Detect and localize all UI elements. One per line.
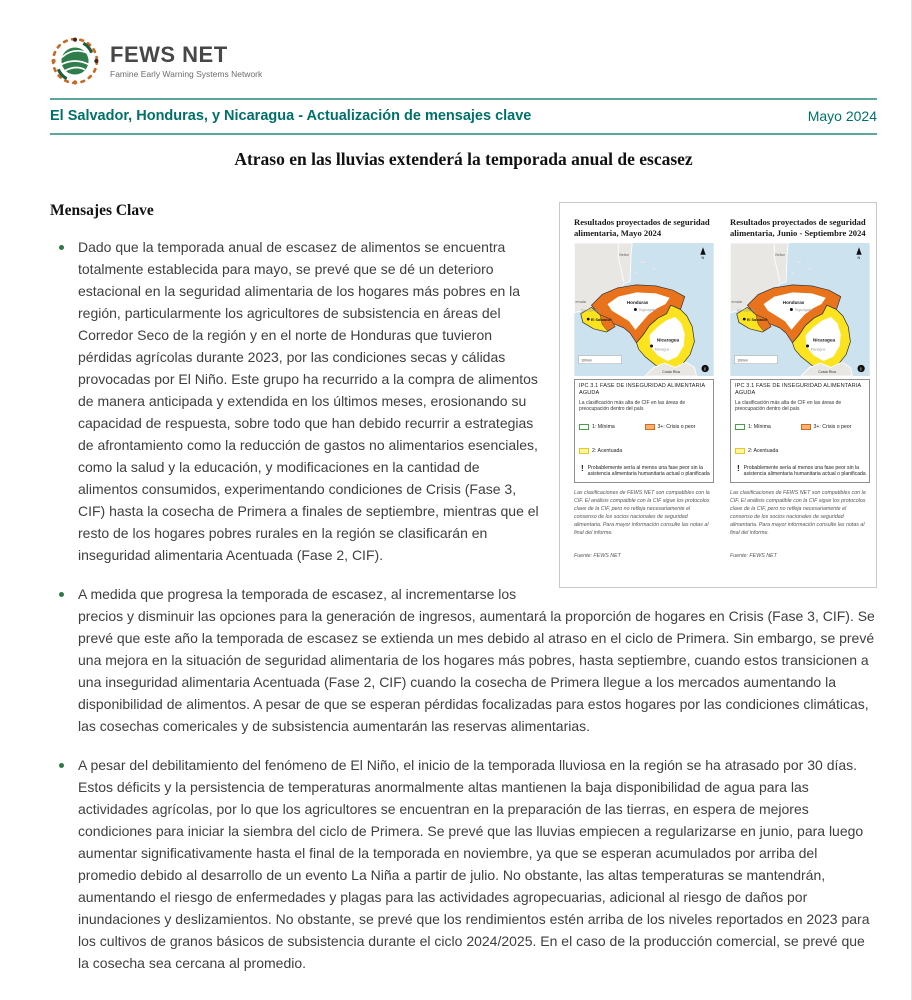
map-label-costa-rica: Costa Rica xyxy=(818,369,836,374)
fews-net-logo xyxy=(50,36,877,86)
map-title-mayo: Resultados proyectados de seguridad alimentaria, Mayo 2024 xyxy=(574,217,710,238)
logo-tagline: Famine Early Warning Systems Network xyxy=(110,68,263,79)
section-heading: Mensajes Clave xyxy=(50,202,154,219)
report-header-bar xyxy=(50,98,877,135)
page-title: Atraso en las lluvias extenderá la temporada anual de escasez xyxy=(234,149,693,169)
legend-label-crisis: 3+: Crisis o peor xyxy=(657,423,696,430)
fews-net-globe-icon xyxy=(50,36,100,86)
map-label-honduras: Honduras xyxy=(782,300,805,306)
map-label-honduras: Honduras xyxy=(626,300,649,306)
map-label-el-salvador: El Salvador xyxy=(746,317,768,322)
legend-heading: IPC 3.1 FASE DE INSEGURIDAD ALIMENTARIA AGUDA xyxy=(579,383,705,397)
legend-bang-note: Probablemente sería al menos una fase peor sin la asistencia alimentaria humanitaria actual o planificada xyxy=(587,464,710,478)
legend-label-stressed: 2: Acentuada xyxy=(592,447,623,454)
map-label-tegucigalpa: Tegucigalpa xyxy=(638,308,658,313)
legend-label-crisis: 3+: Crisis o peor xyxy=(813,423,852,430)
map-source: Fuente: FEWS NET xyxy=(574,552,621,559)
legend-label-minimal: 1: Mínima xyxy=(748,423,771,430)
map-label-managua: Managua xyxy=(810,347,826,352)
map-footnote: Las clasificaciones de FEWS NET son compatibles con la CIF. El análisis compatible con la CIF sigue los protocolos clave de la CIF, pero no refleja necesariamente el consenso de los socios nacionales de seguridad alimentaria. Para mayor información consulte las notas al final del informe. xyxy=(574,490,710,536)
map-label-costa-rica: Costa Rica xyxy=(662,369,680,374)
scale-bar-label: 100 km xyxy=(737,358,748,363)
map-label-nicaragua: Nicaragua xyxy=(656,337,680,343)
map-source: Fuente: FEWS NET xyxy=(730,552,777,559)
map-label-san-salvador: San Salvador xyxy=(736,308,757,313)
key-message-3: A pesar del debilitamiento del fenómeno de El Niño, el inicio de la temporada lluviosa en la región se ha atrasado por 30 días. Estos déficits y la persistencia de temperaturas anormalmente altas mantienen la baja disponibilidad de agua para las actividades agrícolas, por lo que los agricultores se encuentran en la preparación de las tierras, en espera de mejores condiciones para iniciar la siembra del ciclo de Primera. Se prevé que las lluvias empiecen a regularizarse en junio, para luego aumentar significativamente hasta el final de la temporada en noviembre, ya que se esperan acumulados por arriba del promedio debido al desarrollo de un evento La Niña a partir de julio. No obstante, las altas temperaturas se mantendrán, aumentando el riesgo de enfermedades y plagas para las actividades agropecuarias, adicional al riesgo de daños por inundaciones y deslizamientos. No obstante, se prevé que los rendimientos estén arriba de los niveles reportados en 2023 para los cultivos de granos básicos de subsistencia durante el ciclo 2024/2025. En el caso de la producción comercial, se prevé que la cosecha sea cercana al promedio. xyxy=(50,754,877,974)
svg-text:!: ! xyxy=(704,367,706,373)
map-footnote: Las clasificaciones de FEWS NET son compatibles con la CIF. El análisis compatible con la CIF sigue los protocolos clave de la CIF, pero no refleja necesariamente el consenso de los socios nacionales de seguridad alimentaria. Para mayor información consulte las notas al final del informe. xyxy=(730,490,866,536)
map-label-guatemala: emala xyxy=(575,300,586,305)
legend-heading: IPC 3.1 FASE DE INSEGURIDAD ALIMENTARIA AGUDA xyxy=(735,383,861,397)
logo-title: FEWS NET xyxy=(110,42,228,68)
exclamation-icon: ! xyxy=(737,463,740,473)
map-label-belize: Belice xyxy=(619,252,630,257)
report-body xyxy=(50,200,877,991)
svg-text:!: ! xyxy=(860,367,862,373)
map-label-belize: Belice xyxy=(775,252,786,257)
map-label-guatemala: emala xyxy=(731,300,742,305)
map-label-managua: Managua xyxy=(654,347,670,352)
legend-subheading: La clasificación más alta de CIF en las áreas de preocupación dentro del país xyxy=(579,399,686,413)
report-header-title: El Salvador, Honduras, y Nicaragua - Actualización de mensajes clave xyxy=(50,108,532,124)
map-label-nicaragua: Nicaragua xyxy=(812,337,836,343)
legend-label-minimal: 1: Mínima xyxy=(592,423,615,430)
map-label-el-salvador: El Salvador xyxy=(590,317,612,322)
key-message-2: A medida que progresa la temporada de escasez, al incrementarse los precios y disminuir las opciones para la generación de ingresos, aumentará la proporción de hogares en Crisis (Fase 3, CIF). Se prevé que este año la temporada de escasez se extienda un mes debido al atraso en el ciclo de Primera. Sin embargo, se prevé una mejora en la situación de seguridad alimentaria de los hogares más pobres, hasta septiembre, cuando estos transicionen a una inseguridad alimentaria Acentuada (Fase 2, CIF) cuando la cosecha de Primera llegue a los mercados aumentando la disponibilidad de alimentos. A pesar de que se esperan pérdidas focalizadas para estos hogares por las condiciones climáticas, las cosechas comericales y de subsistencia aumentarán las reservas alimentarias. xyxy=(50,583,877,737)
scale-bar-label: 100 km xyxy=(581,358,592,363)
legend-subheading: La clasificación más alta de CIF en las áreas de preocupación dentro del país xyxy=(735,399,842,413)
legend-label-stressed: 2: Acentuada xyxy=(748,447,779,454)
exclamation-icon: ! xyxy=(581,463,584,473)
key-message-1: Dado que la temporada anual de escasez de alimentos se encuentra totalmente establecida para mayo, se prevé que se dé un deterioro estacional en la seguridad alimentaria de los hogares más pobres en la región, particularmente los agricultores de subsistencia en áreas del Corredor Seco de la región y en el norte de Honduras que tuvieron pérdidas agrícolas durante 2023, por las condiciones secas y cálidas provocadas por El Niño. Este grupo ha recurrido a la compra de alimentos de manera anticipada y extendida en los últimos meses, erosionando su capacidad de respuesta, sobre todo que han debido recurrir a estrategias de afrontamiento como la reducción de gastos no alimentarios esenciales, como la salud y la educación, y modificaciones en la cantidad de alimentos consumidos, experimentando condiciones de Crisis (Fase 3, CIF) hasta la cosecha de Primera a finales de septiembre, mientras que el resto de los hogares pobres rurales en la región se clasificarán en inseguridad alimentaria Acentuada (Fase 2, CIF). xyxy=(50,236,877,566)
map-label-san-salvador: San Salvador xyxy=(580,308,601,313)
north-arrow-label: N xyxy=(701,256,705,261)
north-arrow-label: N xyxy=(857,256,861,261)
legend-bang-note: Probablemente sería al menos una fase peor sin la asistencia alimentaria humanitaria actual o planificada xyxy=(743,464,866,478)
report-date: Mayo 2024 xyxy=(807,108,877,124)
key-messages-list xyxy=(50,236,877,974)
map-label-tegucigalpa: Tegucigalpa xyxy=(794,308,814,313)
map-title-junio-septiembre: Resultados proyectados de seguridad alimentaria, Junio - Septiembre 2024 xyxy=(730,217,866,238)
